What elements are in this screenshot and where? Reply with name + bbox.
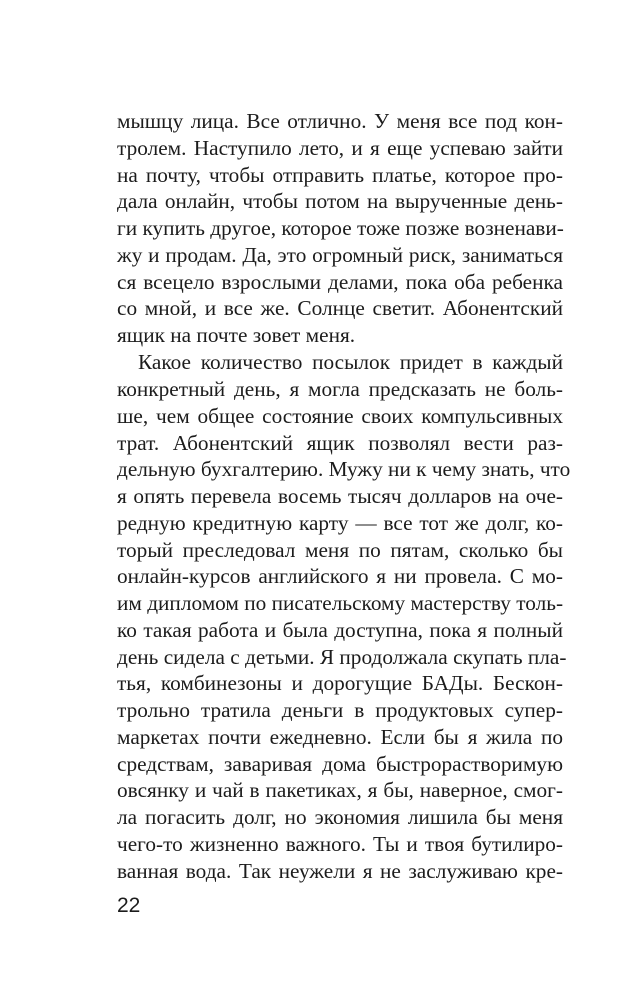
- paragraph-1: [117, 108, 563, 349]
- text-line: чего-то жизненно важного. Ты и твоя бутилиро-: [117, 831, 563, 856]
- text-line: ко такая работа и была доступна, пока я полный: [117, 617, 563, 642]
- text-line: Какое количество посылок придет в каждый: [138, 350, 563, 375]
- text-line: жу и продам. Да, это огромный риск, заниматься: [117, 242, 563, 267]
- text-line: средствам, заваривая дома быстрорастворимую: [117, 751, 563, 776]
- text-line: овсянку и чай в пакетиках, я бы, наверное, смог-: [117, 778, 563, 803]
- text-line: ванная вода. Так неужели я не заслуживаю кре-: [117, 858, 563, 883]
- text-line: онлайн-курсов английского я ни провела. С мо-: [117, 564, 563, 589]
- text-line: дельную бухгалтерию. Мужу ни к чему знать, что: [117, 457, 571, 482]
- text-line: на почту, чтобы отправить платье, которое про-: [117, 162, 563, 187]
- page-number: 22: [117, 894, 141, 917]
- text-line: ся всецело взрослыми делами, пока оба ребенка: [117, 269, 563, 294]
- text-line: я опять перевела восемь тысяч долларов на оче-: [117, 484, 563, 508]
- text-line: ящик на почте зовет меня.: [117, 323, 356, 347]
- text-line: день сидела с детьми. Я продолжала скупать пла-: [117, 644, 567, 669]
- text-line: маркетах почти ежедневно. Если бы я жила по: [117, 724, 563, 749]
- text-line: редную кредитную карту — все тот же долг, ко-: [117, 510, 563, 535]
- text-line: ше, чем общее состояние своих компульсивных: [117, 403, 563, 428]
- text-line: дала онлайн, чтобы потом на вырученные день-: [117, 189, 563, 214]
- text-line: мышцу лица. Все отлично. У меня все под кон-: [117, 109, 563, 133]
- text-line: ги купить другое, которое тоже позже возненави-: [117, 216, 564, 240]
- text-line: тролем. Наступило лето, и я еще успеваю зайти: [117, 135, 563, 160]
- text-line: со мной, и все же. Солнце светит. Абонентский: [117, 296, 563, 321]
- text-line: трат. Абонентский ящик позволял вести раз-: [117, 430, 563, 455]
- text-line: им дипломом по писательскому мастерству толь-: [117, 591, 564, 615]
- text-line: тья, комбинезоны и дорогущие БАДы. Бескон-: [117, 671, 563, 696]
- body-text: [117, 108, 571, 884]
- paragraph-2: [117, 349, 571, 884]
- text-line: торый преследовал меня по пятам, сколько бы: [117, 537, 563, 562]
- text-line: конкретный день, я могла предсказать не боль-: [117, 377, 563, 401]
- text-line: ла погасить долг, но экономия лишила бы меня: [117, 805, 563, 829]
- text-line: трольно тратила деньги в продуктовых супер-: [117, 698, 563, 722]
